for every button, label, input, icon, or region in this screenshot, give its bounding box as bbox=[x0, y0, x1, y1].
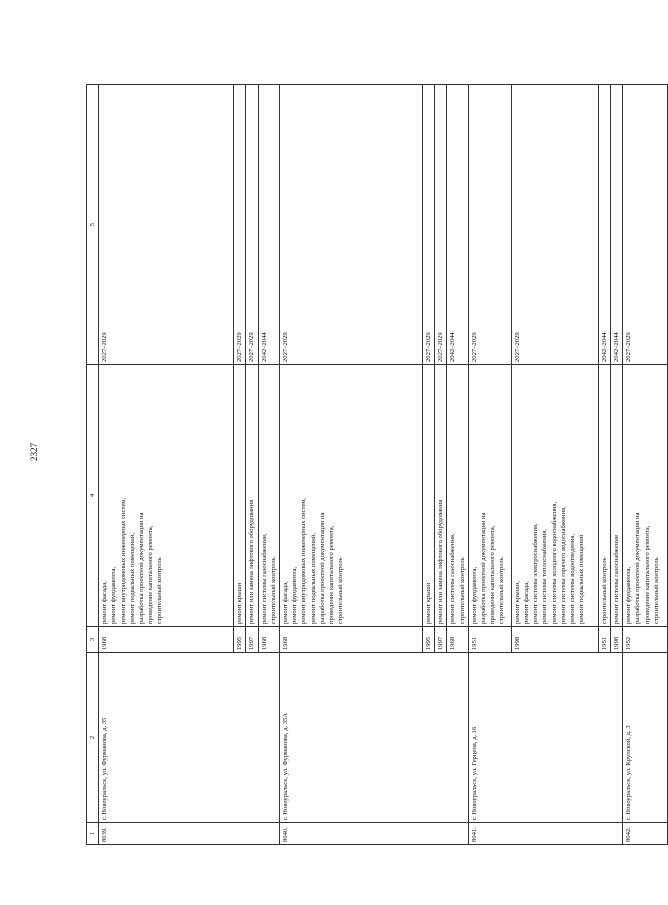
build-year: 1997 bbox=[246, 627, 258, 653]
repair-period: 2027–2029 bbox=[246, 85, 258, 365]
build-year: 1998 bbox=[611, 627, 623, 653]
repair-period: 2042–2044 bbox=[598, 85, 610, 365]
building-address: г. Новоуральск, ул. Фурманова, д. 35А bbox=[280, 653, 469, 823]
repair-works: ремонт системы газоснабжения bbox=[611, 365, 623, 627]
row-number: 8041. bbox=[468, 823, 622, 845]
building-address: г. Новоуральск, ул. Герцена, д. 16 bbox=[468, 653, 622, 823]
build-year: 1968 bbox=[447, 627, 468, 653]
repair-works: ремонт фасада, ремонт фундамента, ремонт внутридомовых инженерных систем, ремонт подвальных помещений, разработка проектной документации на проведение капитального ремонта, строительный контроль bbox=[99, 365, 234, 627]
repair-works: ремонт фундамента, разработка проектной документации на проведение капитального ремонта, строительный контроль bbox=[468, 365, 511, 627]
table-row bbox=[280, 85, 423, 845]
building-address: г. Новоуральск, ул. Фурманова, д. 35 bbox=[99, 653, 280, 823]
table-row bbox=[623, 85, 668, 845]
repair-works: ремонт крыши, ремонт фасада, ремонт системы электроснабжения, ремонт системы теплоснабжения, ремонт системы холодного водоснабжения, ремонт системы горячего водоснабжения, ремонт системы водоотведения, ремонт подвальных помещений bbox=[511, 365, 598, 627]
table-row bbox=[99, 85, 234, 845]
repair-works: строительный контроль bbox=[598, 365, 610, 627]
col-number-4: 4 bbox=[87, 365, 99, 627]
build-year: 1995 bbox=[423, 627, 435, 653]
col-number-2: 2 bbox=[87, 653, 99, 823]
repair-period: 2027–2029 bbox=[511, 85, 598, 365]
repair-period: 2027–2029 bbox=[468, 85, 511, 365]
row-number: 8039. bbox=[99, 823, 280, 845]
repair-works: ремонт фундамента, разработка проектной документации на проведение капитального ремонта, строительный контроль bbox=[623, 365, 668, 627]
capital-repair-table bbox=[86, 84, 668, 845]
col-number-5: 5 bbox=[87, 85, 99, 365]
table-row bbox=[468, 85, 511, 845]
row-number: 8042. bbox=[623, 823, 668, 845]
build-year: 1968 bbox=[258, 627, 279, 653]
build-year: 1968 bbox=[99, 627, 234, 653]
page-number: 2327 bbox=[29, 443, 39, 461]
repair-period: 2042–2044 bbox=[611, 85, 623, 365]
row-number: 8040. bbox=[280, 823, 469, 845]
repair-period: 2027–2029 bbox=[280, 85, 423, 365]
rotated-table-wrapper bbox=[86, 85, 660, 845]
repair-works: ремонт крыши bbox=[423, 365, 435, 627]
build-year: 1997 bbox=[435, 627, 447, 653]
build-year: 1995 bbox=[234, 627, 246, 653]
repair-period: 2042–2044 bbox=[258, 85, 279, 365]
repair-period: 2027–2029 bbox=[234, 85, 246, 365]
building-address: г. Новоуральск, ул. Крупской, д. 3 bbox=[623, 653, 668, 823]
column-number-row bbox=[87, 85, 99, 845]
build-year: 1951 bbox=[598, 627, 610, 653]
repair-works: ремонт или замена лифтового оборудования bbox=[246, 365, 258, 627]
col-number-1: 1 bbox=[87, 823, 99, 845]
repair-works: ремонт системы газоснабжения, строительный контроль bbox=[447, 365, 468, 627]
repair-works: ремонт или замена лифтового оборудования bbox=[435, 365, 447, 627]
repair-works: ремонт системы газоснабжения, строительный контроль bbox=[258, 365, 279, 627]
repair-works: ремонт крыши bbox=[234, 365, 246, 627]
build-year: 1952 bbox=[623, 627, 668, 653]
build-year: 1998 bbox=[511, 627, 598, 653]
repair-period: 2027–2029 bbox=[623, 85, 668, 365]
repair-period: 2027–2029 bbox=[423, 85, 435, 365]
build-year: 1968 bbox=[280, 627, 423, 653]
repair-period: 2027–2029 bbox=[435, 85, 447, 365]
repair-period: 2042–2044 bbox=[447, 85, 468, 365]
repair-works: ремонт фасада, ремонт фундамента, ремонт внутридомовых инженерных систем, ремонт подвальных помещений, разработка проектной документации на проведение капитального ремонта, строительный контроль bbox=[280, 365, 423, 627]
col-number-3: 3 bbox=[87, 627, 99, 653]
repair-period: 2027–2029 bbox=[99, 85, 234, 365]
build-year: 1951 bbox=[468, 627, 511, 653]
